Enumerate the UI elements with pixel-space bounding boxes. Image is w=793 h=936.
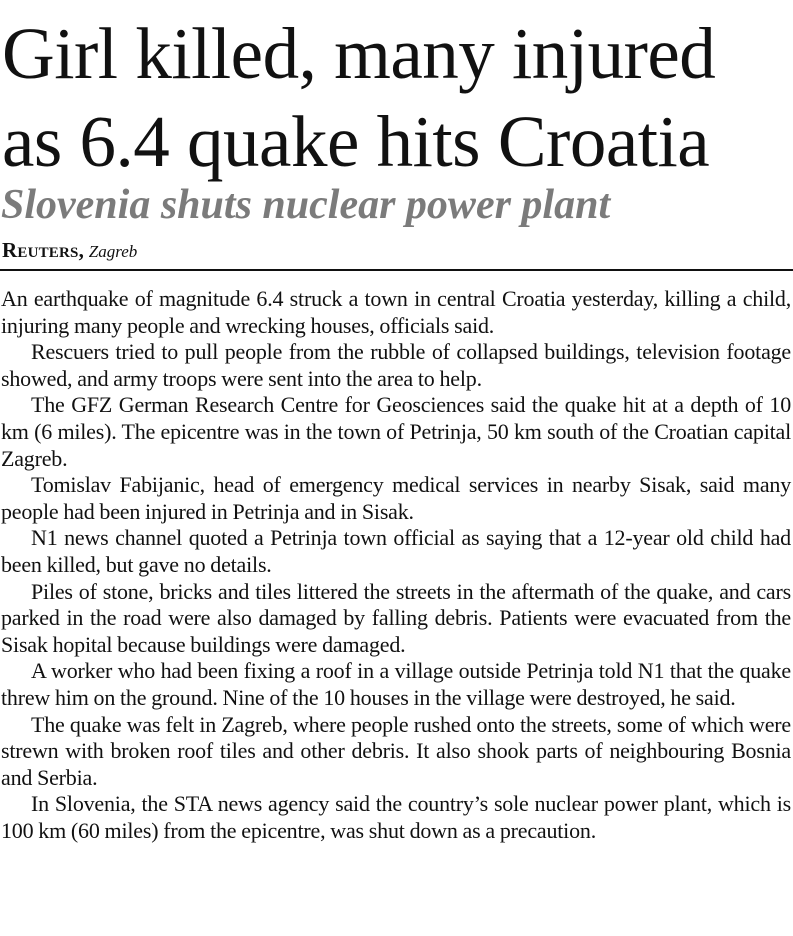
article-paragraph: Tomislav Fabijanic, head of emergency medical services in nearby Sisak, said many people had been injured in Petrinja and in Sisak. — [1, 472, 791, 524]
article-paragraph: Piles of stone, bricks and tiles littered the streets in the aftermath of the quake, and cars parked in the road were also damaged by falling debris. Patients were evacuated from the Sisak hopital because buildings were damaged. — [1, 578, 791, 657]
article-paragraph: The GFZ German Research Centre for Geosciences said the quake hit at a depth of 10 km (6 miles). The epicentre was in the town of Petrinja, 50 km south of the Croatian capital Zagreb. — [1, 392, 791, 471]
byline-agency: Reuters, — [2, 238, 85, 262]
byline — [2, 238, 137, 264]
article-paragraph: An earthquake of magnitude 6.4 struck a town in central Croatia yesterday, killing a child, injuring many people and wrecking houses, officials said. — [1, 286, 791, 338]
subheadline: Slovenia shuts nuclear power plant — [1, 182, 611, 228]
article-body — [1, 286, 791, 844]
article-paragraph: Rescuers tried to pull people from the rubble of collapsed buildings, television footage showed, and army troops were sent into the area to help. — [1, 339, 791, 391]
article-paragraph: The quake was felt in Zagreb, where people rushed onto the streets, some of which were strewn with broken roof tiles and other debris. It also shook parts of neighbouring Bosnia and Serbia. — [1, 711, 791, 790]
headline: Girl killed, many injured as 6.4 quake hits Croatia — [2, 13, 716, 182]
header-divider — [0, 269, 793, 271]
article-paragraph: A worker who had been fixing a roof in a village outside Petrinja told N1 that the quake threw him on the ground. Nine of the 10 houses in the village were destroyed, he said. — [1, 658, 791, 710]
byline-location: Zagreb — [88, 242, 138, 261]
article-paragraph: N1 news channel quoted a Petrinja town official as saying that a 12-year old child had been killed, but gave no details. — [1, 525, 791, 577]
article-paragraph: In Slovenia, the STA news agency said the country’s sole nuclear power plant, which is 100 km (60 miles) from the epicentre, was shut down as a precaution. — [1, 791, 791, 843]
